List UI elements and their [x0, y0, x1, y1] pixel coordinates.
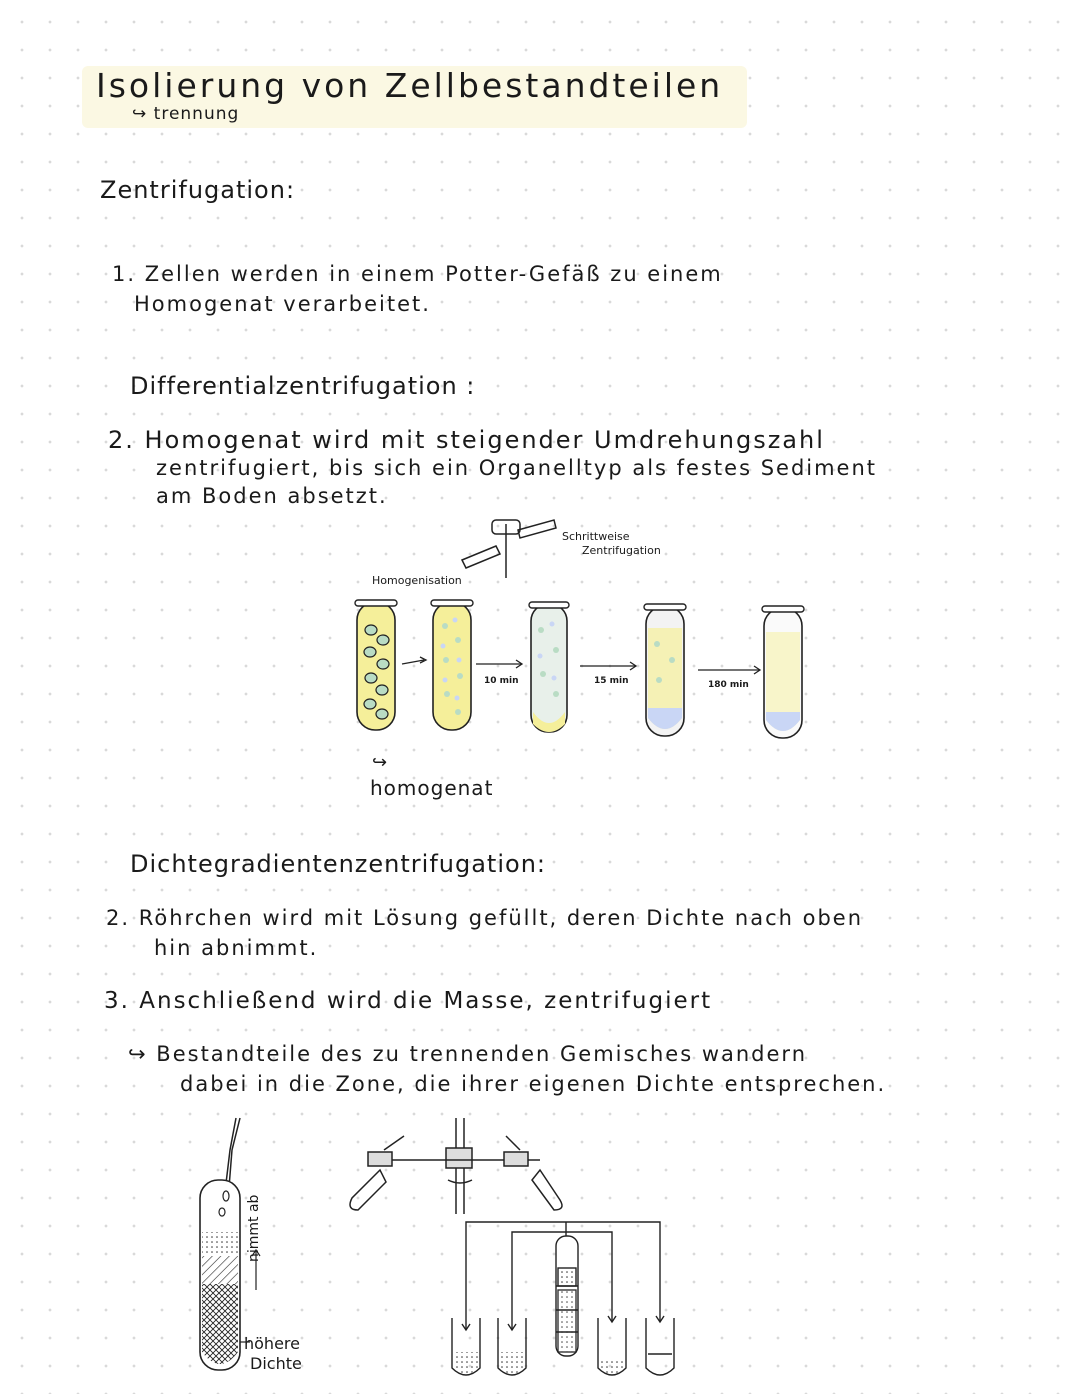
subtitle-text: trennung [153, 104, 240, 124]
tube-step-180min [762, 606, 804, 738]
differential-text1: Homogenat wird mit steigender Umdrehungszahl [144, 426, 825, 454]
dichte-label: Dichte [250, 1354, 302, 1373]
homogenisation-label: Homogenisation [372, 574, 462, 587]
stepwise-label-1: Schrittweise [562, 530, 630, 543]
step1-text1: Zellen werden in einem Potter-Gefäß zu einem [144, 262, 723, 286]
step1-number: 1. [112, 262, 137, 286]
density-heading: Dichtegradientenzentrifugation: [130, 850, 546, 878]
nimmt-ab-label: nimmt ab [246, 1194, 262, 1262]
subtitle-arrow-icon: ↪ [132, 104, 148, 124]
tube-step-15min [644, 604, 686, 736]
density-step3-number: 3. [104, 988, 130, 1014]
density-step3-text2: Bestandteile des zu trennenden Gemisches wandern [156, 1042, 808, 1066]
page-title: Isolierung von Zellbestandteilen [96, 66, 724, 105]
density-step2-number: 2. [106, 906, 131, 930]
differential-heading: Differentialzentrifugation : [130, 372, 476, 400]
differential-number: 2. [108, 426, 135, 454]
fraction-collector [452, 1222, 674, 1375]
density-step3-arrow-icon: ↪ [128, 1042, 148, 1066]
differential-line3: am Boden absetzt. [156, 484, 388, 508]
stepwise-label-2: Zentrifugation [582, 544, 661, 557]
section-heading: Zentrifugation: [100, 176, 296, 204]
time-label-10: 10 min [484, 676, 519, 686]
density-step3-text1: Anschließend wird die Masse, zentrifugiert [139, 988, 713, 1014]
centrifuge-rotor-icon [350, 1118, 562, 1214]
differential-line2: zentrifugiert, bis sich ein Organelltyp als festes Sediment [156, 456, 878, 480]
density-step2-text1: Röhrchen wird mit Lösung gefüllt, deren Dichte nach oben [138, 906, 864, 930]
density-step3-line3: dabei in die Zone, die ihrer eigenen Dichte entsprechen. [180, 1072, 887, 1096]
homogenat-arrow-icon: ↪ [372, 752, 389, 773]
tube-step-10min [529, 602, 569, 732]
tube-cells [355, 600, 397, 730]
density-step2-line2: hin abnimmt. [154, 936, 319, 960]
hoehere-label: höhere [244, 1334, 300, 1353]
time-label-180: 180 min [708, 680, 749, 690]
gradient-tube [200, 1118, 260, 1370]
step1-line2: Homogenat verarbeitet. [134, 292, 431, 316]
tube-homogenat [431, 600, 473, 730]
potter-vessel-icon [462, 520, 556, 578]
time-label-15: 15 min [594, 676, 629, 686]
homogenat-label: homogenat [370, 776, 494, 800]
